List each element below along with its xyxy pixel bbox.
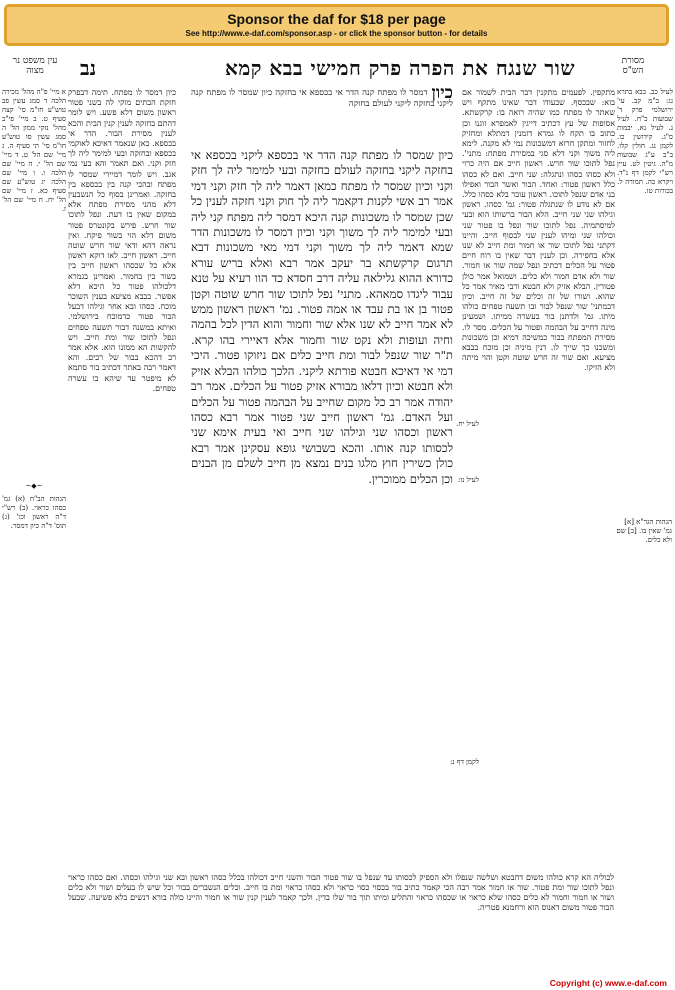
- divider-ornament: ~◆~: [25, 482, 43, 490]
- sponsor-banner-title[interactable]: Sponsor the daf for $18 per page: [227, 11, 446, 27]
- rashi-commentary: [462, 88, 615, 938]
- bottom-text: לכוליה הא קרא כולהו משום דחבטא ושלשה שנפלו ולא הספיק לכסותו עד שנפל בו שור פטור הבור והשני חייב דכולהו בכלל כסהו ראשון ובא שני וגילהו וכסהו. ואם כסהו כראוי ונפל לתוכו שור ומת פטור. שור או חמור אמר רבה הכי קאמר כתיב בור בכסוי כסוי כראוי ולא כסהו כראוי ומת בו חייב. וכלים הנשברים בבור וכל שיש לו בעלים ושור ולא כלים ושור או חמור וחמור לא כלים כסהו שלא כראוי או שכסהו כראוי והתליע ומיתו תוך בור שלו בדין. ולכך קאמר לענין קנין שור או חמור והיינו כולה בורא דנשים בלא פשיעה. שבעל הבור פטור משום דאנוס הוא ורחמנא פטריה.: [68, 873, 614, 912]
- ein-mishpat-text: א מיי' פ"ה מהל' מכירה הלכה ד סמג עשין פב טוש"ע חו"מ סי' קצח סעיף ט. ב מיי' פי"ב מהל' נזקי ממון הל' ה סמג עשין סו טוש"ע חו"מ סי' תי סעיף ה. ג מיי' שם הל' ט. ד מיי' שם הל' י. ה מיי' שם הלכה ו. ו מיי' שם הלכה יג טוש"ע שם סעיף כא. ז מיי' שם הל' יח. ח מיי' שם הל' ז.: [2, 88, 66, 213]
- masoret-heading: מסורת הש"ס: [621, 56, 645, 76]
- copyright-notice[interactable]: Copyright (c) www.e-daf.com: [549, 978, 667, 988]
- margin-ref-1: לעיל יח.: [456, 420, 479, 428]
- masoret-text: לעיל כב. בבא בתרא נג: ב"מ קב. עי' ירושלמי פרק ד' שבועות כ"ח. לעיל נ. לעיל נא. יבמות ס"ג. קידושין כו. לקמן נג. חולין קלו. ב"ב ע"ג שבועות מ"ה. גיטין לט. עיין רש"י לקמן דף נ"ד. ויקרא כה. תמורה ל. בכורות טז.: [617, 88, 673, 195]
- rashi-text: מתקפין. לפעמים מתקנין דבר הבית לשמור אם בוא: שבכסף. שבעודו דבר שאינו מתקף ויש שאתר לו מפתח כמו שהיה רואה בו: קרקשתא. אסופות של עץ דכתיב דייגין לאמפרא זוגנו וכן כתוב בו תקח לו גמרא דזמנין דמתלא ומחזיק לחזור ומתקן חרזא דמשכונות נמי לא מקנה. לימא ליה משוך וקני דלא סגי במסירת מפתח: מתני'. נפל לתוכו שור חרש. ראשון חייב אם היה כרוי ולא כסהו כסהו ונתגלה: שני חייב. ואם לא כסהו כלל ראשון פטור: ואחד. הבור ואשר הבור ואפילו בני אדם שנפל לתוכו. ראשון עובר בלא כסהו כלל. אם לא נודע לו שנתגלה פטור: גמ' כסהו. ראשון וגילהו שני שני חייב. הלא הבור ברשותו הוא ובעי למיסתמיה. נפל לתוכו שור ונפל בו פטור שני וכולהו שני ומיהו לענין שני לבסוף חייב. והיינו דקתני נפל לתוכו שור או חמור ומת חייב לא שנו אלא בחפירה. וכן לענין דבר שאין בו רוח חיים פטור על הכלים דכתיב ונפל שמה שור או חמור. שור ולא אדם חמור ולא כלים. ושמואל אמר כולן פטורין. הבלא אזיק ולא חבטא ורבי מאיר אמר כל שהוא. ושורו של זה וכלים של זה חייב. וכיון דבמתני' שור שנפל לבור ובו תשעה טפחים כולהו מיתו. גמ' ולדתנן בור בעשרה ממיתו. ושמעינן מינה דחייב על הבהמה ופטור על הכלים. מסר לו. מסירת המפתח בבור כמשיכה דמיא וכן משכונות ומשכנו כך שייך לו. דנין מיניה וכן מוכח בבבא מציעא. ואם שור זה חרש שוטה וקטן והוי מיתה ולא הזיקו.: [462, 88, 615, 373]
- page-header: [0, 56, 675, 84]
- bottom-commentary: [68, 873, 614, 968]
- sponsor-banner-subtitle[interactable]: See http://www.e-daf.com/sponsor.asp - or click the sponsor button - for details: [185, 29, 488, 38]
- daf-number: נב: [80, 56, 97, 80]
- margin-ref-3: לקמן דף נ:: [449, 758, 479, 766]
- ein-mishpat-heading: עין משפט נר מצוה: [12, 56, 58, 76]
- gemara-opening-text: דמסר לו מפתח קנה הדר אי בכספא אי בחזקה כיון שמסר לו מפתח קנה ליקני בחזקה ליקני לעולם בחוקה: [191, 88, 453, 109]
- page-title: שור שנגח את הפרה פרק חמישי בבא קמא: [225, 56, 575, 80]
- talmud-page: [0, 48, 675, 990]
- gemara-text: כיון שמסר לו מפתח קנה הדר אי בכספא ליקני בכספא אי בחזקה ליקני בחזקה לעולם בחזקה ובעי למימר ליה לך חזק וקני וכיון שמסר לו מפתח כמאן דאמר ליה לך חזק וקני דמי אמר רב אשי לקנות דקאמר ליה לך חוק וקני חזקה לענין כל שכן שמסר לו משכונות קנה היכא דמסר ליה מפתח קני ליה ובעי למימר ליה לך משוך וקני וכיון דמסר לו משכונות הדר שמא דאמר ליה לך משוך וקני דמי מאי משכונות דבא תרגום קרקשתא בר יעקב אמר רבא ואלא בריש עורא כדורא ההוא גלילאה עליה דרב חסדא כד הוו רעיא על טנא עבוד ליגדו סמאהא. מתני' נפל לתוכו שור חרש שוטה וקטן פטור בן או בת עבד או אמה פטור. נמ' ראשון ראשון ממש לא אמר חייב לא שנו אלא שור וחמור והוא הדין לכל בהמה וחיה ועופות ולא נקט שור וחמור אלא דאיירי בהו קרא. ת"ר שור שנפל לבור ומת חייב כלים אם ניזוקו פטור. היכי דמי אי דאיכא חבטא פורתא ליקני. הלכך כולהו הבלא אזיק ולא חבטא וכיון דלאו מבורא אזיק פטור על הכלים. אמר רב יהודה אמר רב כל מקום שחייב על הבהמה פטור על הכלים ועל האדם. גמ' ראשון חייב שני פטור אמר רבא כסהו ראשון וכסהו שני וגילהו שני חייב ואי בעית אימא שני לכסותו קנה אותו. והכא בשבושי גופא עסקינן אמר רבא כולן כשירין חוץ מלגו בנים נמצא מן חייב לשלם מן הבנים וכן הכלים ממוכרין.: [191, 148, 453, 486]
- gilyon-hashas-text: הגהות הב"ח (א) גמ' כסהו כראוי. (ב) רש"י ד"ה ראשון וכו' (ג) תוס' ד"ה כיון דמסר.: [2, 495, 66, 530]
- gemara-main-text: [191, 148, 453, 878]
- gemara-opening: [191, 88, 453, 148]
- tosafot-text: כיון דמסר לו מפתח. תימה דבפרק חזקת הבתים מוקי לה בשני פטור ראשון משום דלא פשע. ויש לומר דהתם בחזקה לענין קנין הבית והכא לענין מסירת הבור. הדר אי בכספא. כאן שנאמר דאיכא לאוקמי בכספא ובחזקה ובעי למימר ליה לך חזק וקני. ואם תאמר והא בעי נמי אגב. ויש לומר דמיירי שמסר לו מפתח ובהכי קנה בין בכספא בין בחזקה. ואמרינן בסוף כל הנשבעין דלא מהני מסירת מפתח אלא במקום שאין בו דעת. ונפל לתוכו שור חרש. פירש בקונטרס פטור משום דלא הוי כשור פיקח. ואין נראה דהא ודאי שור חרש שוטה חייב. ראשון חייב. לאו דוקא ראשון אלא כל שכסהו ראשון חייב בין בשור בין בחמור. ואמרינן בגמרא דלכולהו פטור כל היכא דלא אפשר. בבבא מציעא בענין השוכר מוכח. כסהו ובא אחר וגילהו דבעל הבור פטור כדמוכח בירושלמי. ואיתא במשנה דבור תשעה טפחים ונפל לתוכו שור ומת חייב. ויש להקשות הא ממונו הוא. אלא אמר רב דהכא בבור של רבים. והא דאמר רבה באתר דכתיב בור סתמא לא מיפטר עד שיהא בו עשרה טפחים.: [68, 88, 176, 393]
- sponsor-banner[interactable]: [4, 4, 669, 46]
- gemara-opening-word: כיון: [431, 88, 453, 103]
- tosafot-commentary: [68, 88, 176, 728]
- ein-mishpat-column: [2, 88, 66, 968]
- margin-ref-2: לעיל נו:: [458, 476, 479, 484]
- gra-notes: הגהות הגר"א [א] גמ' שאין בו. [ב] שם ולא כלים.: [616, 518, 672, 544]
